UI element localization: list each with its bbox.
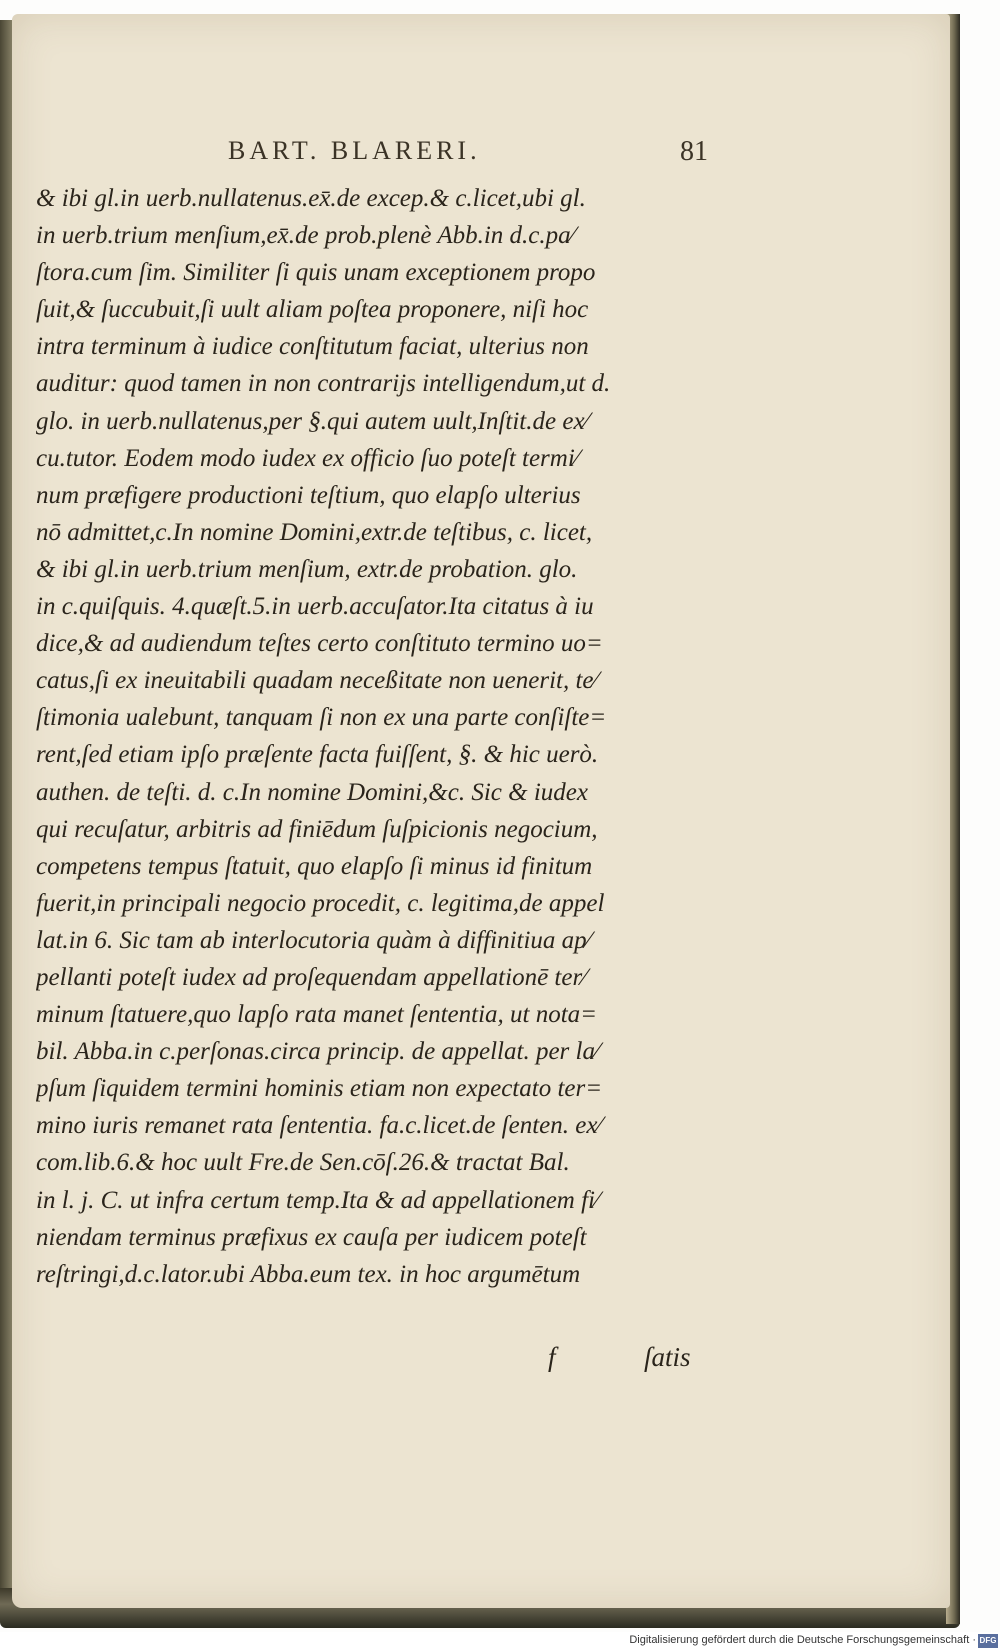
- footer-credit: Digitalisierung gefördert durch die Deutsche Forschungsgemeinschaft ·: [629, 1634, 976, 1646]
- text-line: competens tempus ſtatuit, quo elapſo ſi minus id finitum: [36, 852, 593, 880]
- text-line: lat.in 6. Sic tam ab interlocutoria quàm à diffinitiua ap⁄: [36, 926, 591, 954]
- body-text: [36, 180, 716, 1293]
- text-line: dice,& ad audiendum teſtes certo conſtituto termino uo=: [36, 630, 603, 658]
- text-line: qui recuſatur, arbitris ad finiēdum ſuſpicionis negocium,: [36, 815, 598, 843]
- text-line: pſum ſiquidem termini hominis etiam non expectato ter=: [36, 1075, 603, 1103]
- page-number: 81: [680, 136, 708, 167]
- text-line: glo. in uerb.nullatenus,per §.qui autem uult,Inſtit.de ex⁄: [36, 407, 589, 435]
- signature-mark: f: [548, 1342, 556, 1372]
- catchword: ſatis: [644, 1342, 691, 1372]
- text-line: catus,ſi ex ineuitabili quadam neceßitate non uenerit, te⁄: [36, 667, 598, 695]
- text-line: nō admittet,c.In nomine Domini,extr.de teſtibus, c. licet,: [36, 518, 593, 546]
- text-line: cu.tutor. Eodem modo iudex ex officio ſuo poteſt termi⁄: [36, 444, 579, 472]
- footer-bar: [0, 1632, 1000, 1652]
- text-line: & ibi gl.in uerb.nullatenus.ex̄.de excep.& c.licet,ubi gl.: [36, 185, 586, 212]
- text-line: authen. de teſti. d. c.In nomine Domini,&c. Sic & iudex: [36, 778, 588, 806]
- text-line: minum ſtatuere,quo lapſo rata manet ſententia, ut nota=: [36, 1001, 598, 1029]
- text-line: ſtimonia ualebunt, tanquam ſi non ex una parte conſiſte=: [36, 704, 607, 732]
- text-line: in c.quiſquis. 4.quæſt.5.in uerb.accuſator.Ita citatus à iu: [36, 593, 594, 621]
- text-line: ſtora.cum ſim. Similiter ſi quis unam exceptionem propo: [36, 259, 596, 287]
- text-line: in uerb.trium menſium,ex̄.de prob.plenè Abb.in d.c.pa⁄: [36, 222, 575, 250]
- text-line: bil. Abba.in c.perſonas.circa princip. de appellat. per la⁄: [36, 1038, 600, 1066]
- text-line: in l. j. C. ut infra certum temp.Ita & ad appellationem fi⁄: [36, 1186, 600, 1214]
- text-line: com.lib.6.& hoc uult Fre.de Sen.cōſ.26.& tractat Bal.: [36, 1149, 570, 1177]
- text-line: reſtringi,d.c.lator.ubi Abba.eum tex. in hoc argumētum: [36, 1260, 581, 1288]
- text-line: rent,ſed etiam ipſo præſente facta fuiſſent, §. & hic uerò.: [36, 741, 599, 769]
- running-head: BART. BLARERI.: [228, 136, 481, 165]
- text-line: num præfigere productioni teſtium, quo elapſo ulterius: [36, 481, 581, 509]
- text-line: pellanti poteſt iudex ad proſequendam appellationē ter⁄: [36, 963, 587, 991]
- dfg-logo-icon: DFG: [978, 1634, 998, 1648]
- text-line: intra terminum à iudice conſtitutum faciat, ulterius non: [36, 333, 589, 361]
- text-line: auditur: quod tamen in non contrarijs intelligendum,ut d.: [36, 370, 611, 398]
- text-line: & ibi gl.in uerb.trium menſium, extr.de probation. glo.: [36, 555, 578, 583]
- text-line: ſuit,& ſuccubuit,ſi uult aliam poſtea proponere, niſi hoc: [36, 296, 589, 324]
- text-line: mino iuris remanet rata ſententia. fa.c.licet.de ſenten. ex⁄: [36, 1112, 602, 1140]
- text-line: niendam terminus præfixus ex cauſa per iudicem poteſt: [36, 1223, 587, 1251]
- text-line: fuerit,in principali negocio procedit, c. legitima,de appel: [36, 889, 605, 917]
